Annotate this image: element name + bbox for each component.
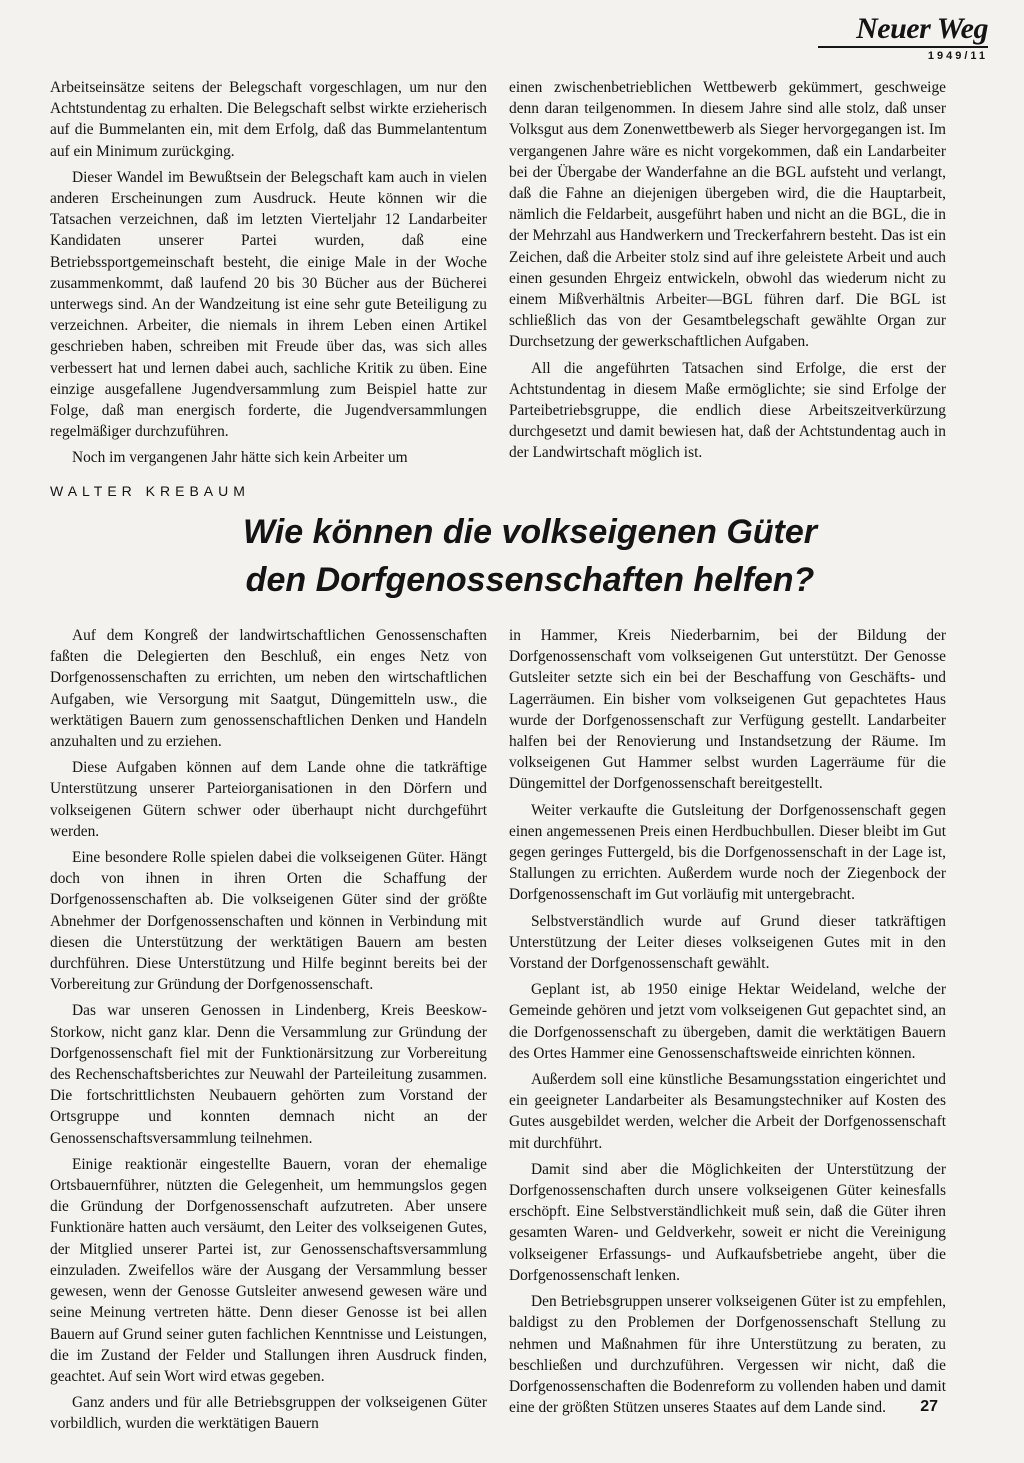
paragraph: Das war unseren Genossen in Lindenberg, Kreis Beeskow-Storkow, nicht ganz klar. Denn die Versammlung zur Gründung der Dorfgenossenschaft fiel mit der Funktionärsitzung zur Vorbereitung des Rechenschaftsberichtes zur Neuwahl der Parteileitung zusammen. Die fortschrittlichsten Neubauern gehörten zum Vorstand der Ortsgruppe und konnten demnach nicht an der Genossenschaftsversammlung teilnehmen. xyxy=(50,1002,487,1147)
paragraph: Selbstverständlich wurde auf Grund dieser tatkräftigen Unterstützung der Leiter dieses volkseigenen Gutes mit in den Vorstand der Dorfgenossenschaft gewählt. xyxy=(509,912,946,973)
paragraph: Eine besondere Rolle spielen dabei die volkseigenen Güter. Hängt doch von ihnen in ihren Orten die Schaffung der Dorfgenossenschaften ab. Die volkseigenen Güter sind der größte Abnehmer der Dorfgenossenschaften und können in Verbindung mit diesen die Unterstützung der werktätigen Bauern am besten durchführen. Diese Unterstützung und Hilfe beginnt bereits bei der Vorbereitung zur Gründung der Dorfgenossenschaft. xyxy=(50,849,487,994)
paragraph: Den Betriebsgruppen unserer volkseigenen Güter ist zu empfehlen, baldigst zu den Problemen der Dorfgenossenschaft Stellung zu nehmen und Maßnahmen für ihre Unterstützung zu beraten, zu beschließen und durchzuführen. Vergessen wir nicht, daß die Dorfgenossenschaften die Bodenreform zu vollenden haben und damit eine der größten Stützen unseres Staates auf dem Lande sind. xyxy=(509,1293,946,1417)
paragraph: Weiter verkaufte die Gutsleitung der Dorfgenossenschaft gegen einen angemessenen Preis einen Herdbuchbullen. Dieser bleibt im Gut gegen geringes Futtergeld, bis die Dorfgenossenschaft in der Lage ist, Stallungen zu errichten. Außerdem wurde noch der Ziegenbock der Dorfgenossenschaft im Gut vorläufig mit untergebracht. xyxy=(509,801,946,904)
paragraph: All die angeführten Tatsachen sind Erfolge, die erst der Achtstundentag in diesem Maße ermöglichte; sie sind Erfolge der Parteibetriebsgruppe, die endlich diese Arbeitszeitverkürzung durchgesetzt und damit bewiesen hat, daß der Achtstundentag auch in der Landwirtschaft möglich ist. xyxy=(509,359,946,462)
paragraph: Damit sind aber die Möglichkeiten der Unterstützung der Dorfgenossenschaften durch unsere volkseigenen Güter keinesfalls erschöpft. Eine Selbstverständlichkeit muß sein, daß die Güter ihren gesamten Waren- und Geldverkehr, soweit er nicht die Vereinigung volkseigener Erfassungs- und Aufkaufsbetriebe angeht, über die Dorfgenossenschaft lenken. xyxy=(509,1160,946,1284)
paragraph: Dieser Wandel im Bewußtsein der Belegschaft kam auch in vielen anderen Erscheinungen zum Ausdruck. Heute können wir die Tatsachen verzeichnen, daß im letzten Vierteljahr 12 Landarbeiter Kandidaten unserer Partei wurden, daß eine Betriebssportgemeinschaft besteht, die einige Male in der Woche zusammenkommt, daß laufend 20 bis 30 Bücher aus der Bücherei unterwegs sind. An der Wandzeitung ist eine sehr gute Beteiligung zu verzeichnen. Arbeiter, die niemals in ihrem Leben einen Artikel geschrieben haben, schreiben mit Freude über das, was sich alles verbessert hat und lernen dabei auch, sachliche Kritik zu üben. Eine einzige ausgefallene Jugendversammlung zum Beispiel hatte zur Folge, daß man energisch forderte, die Jugendversammlungen regelmäßiger durchzuführen. xyxy=(50,168,487,441)
top-article-left-column xyxy=(50,77,487,469)
article-headline xyxy=(100,508,960,604)
headline-line-2: den Dorfgenossenschaften helfen? xyxy=(245,561,815,599)
paragraph: Arbeitseinsätze seitens der Belegschaft vorgeschlagen, um nur den Achtstundentag zu erhalten. Die Belegschaft selbst wirkte erzieherisch auf die Bummelanten ein, mit dem Erfolg, daß das Bummelantentum auf ein Minimum zurückging. xyxy=(50,79,487,160)
page-number: 27 xyxy=(920,1398,938,1415)
issue-number: 1949/11 xyxy=(927,50,988,62)
paragraph: Geplant ist, ab 1950 einige Hektar Weideland, welche der Gemeinde gehören und jetzt vom volkseigenen Gut gepachtet sind, an die Dorfgenossenschaft zu übergeben, damit die werktätigen Bauern des Ortes Hammer eine Genossenschaftsweide einrichten können. xyxy=(509,981,946,1062)
paragraph: Noch im vergangenen Jahr hätte sich kein Arbeiter um xyxy=(72,449,408,467)
paragraph: Ganz anders und für alle Betriebsgruppen der volkseigenen Güter vorbildlich, wurden die werktätigen Bauern xyxy=(50,1394,487,1433)
article-author: WALTER KREBAUM xyxy=(50,483,250,499)
article-left-column xyxy=(50,625,487,1435)
top-article-right-column xyxy=(509,77,946,464)
paragraph: in Hammer, Kreis Niederbarnim, bei der Bildung der Dorfgenossenschaft vom volkseigenen Gut unterstützt. Der Genosse Gutsleiter setzte sich ein bei der Beschaffung von Geschäfts- und Lagerräumen. Ein bisher vom volkseigenen Gut gepachtetes Haus wurde der Dorfgenossenschaft zur Verfügung gestellt. Landarbeiter halfen bei der Renovierung und Instandsetzung der Räume. Im volkseigenen Gut Hammer selbst wurden Lagerräume für die Düngemittel der Dorfgenossenschaft bereitgestellt. xyxy=(509,627,946,793)
paragraph: Diese Aufgaben können auf dem Lande ohne die tatkräftige Unterstützung unserer Parteiorganisationen in den Dörfern und volkseigenen Gütern schwer oder überhaupt nicht durchgeführt werden. xyxy=(50,759,487,840)
paragraph: Einige reaktionär eingestellte Bauern, voran der ehemalige Ortsbauernführer, nützten die Gelegenheit, um hemmungslos gegen die Gründung der Dorfgenossenschaft aufzutreten. Aber unsere Funktionäre hatten auch versäumt, den Leiter des volkseigenen Gutes, der Mitglied unserer Partei ist, zur Genossenschaftsversammlung einzuladen. Zweifellos wäre der Ausgang der Versammlung besser gewesen, wenn der Genosse Gutsleiter anwesend gewesen wäre und seine Meinung vertreten hätte. Denn dieser Genosse ist bei allen Bauern auf Grund seiner guten fachlichen Kenntnisse und Leistungen, die im Zustand der Felder und Stallungen ihren Ausdruck finden, geachtet. Auf sein Wort wird etwas gegeben. xyxy=(50,1155,487,1385)
paragraph: Auf dem Kongreß der landwirtschaftlichen Genossenschaften faßten die Delegierten den Beschluß, ein enges Netz von Dorfgenossenschaften zu errichten, um neben den wirtschaftlichen Aufgaben, wie Versorgung mit Saatgut, Düngemitteln usw., die werktätigen Bauern zum genossenschaftlichen Denken und Handeln anzuhalten und zu erziehen. xyxy=(50,627,487,751)
paragraph: Außerdem soll eine künstliche Besamungsstation eingerichtet und ein geeigneter Landarbeiter als Besamungstechniker auf Kosten des Gutes ausgebildet werden, welcher die Arbeit der Dorfgenossenschaft mit durchführt. xyxy=(509,1071,946,1152)
masthead xyxy=(818,12,988,62)
magazine-title: Neuer Weg xyxy=(818,12,988,48)
headline-line-1: Wie können die volkseigenen Güter xyxy=(242,513,818,551)
paragraph: einen zwischenbetrieblichen Wettbewerb gekümmert, geschweige denn daran teilgenommen. In diesem Jahre sind alle stolz, daß unser Volksgut aus dem Zonenwettbewerb als Sieger hervorgegangen ist. Im vergangenen Jahre wäre es nicht vorgekommen, daß ein Landarbeiter bei der Übergabe der Wanderfahne an die BGL aufsteht und verlangt, daß die Fahne an diejenigen übergeben wird, die die Hauptarbeit, nämlich die Feldarbeit, ausgeführt haben und nicht an die BGL, die in der Mehrzahl aus Handwerkern und Treckerfahrern besteht. Das ist ein Zeichen, daß die Arbeiter stolz sind auf ihre geleistete Arbeit und auch einen gesunden Ehrgeiz entwickeln, obwohl das wiederum nicht zu einem Mißverhältnis Arbeiter—BGL führen darf. Die BGL ist schließlich das von der Gesamtbelegschaft gewählte Organ zur Durchsetzung der gewerkschaftlichen Aufgaben. xyxy=(509,79,946,351)
article-right-column xyxy=(509,625,946,1418)
